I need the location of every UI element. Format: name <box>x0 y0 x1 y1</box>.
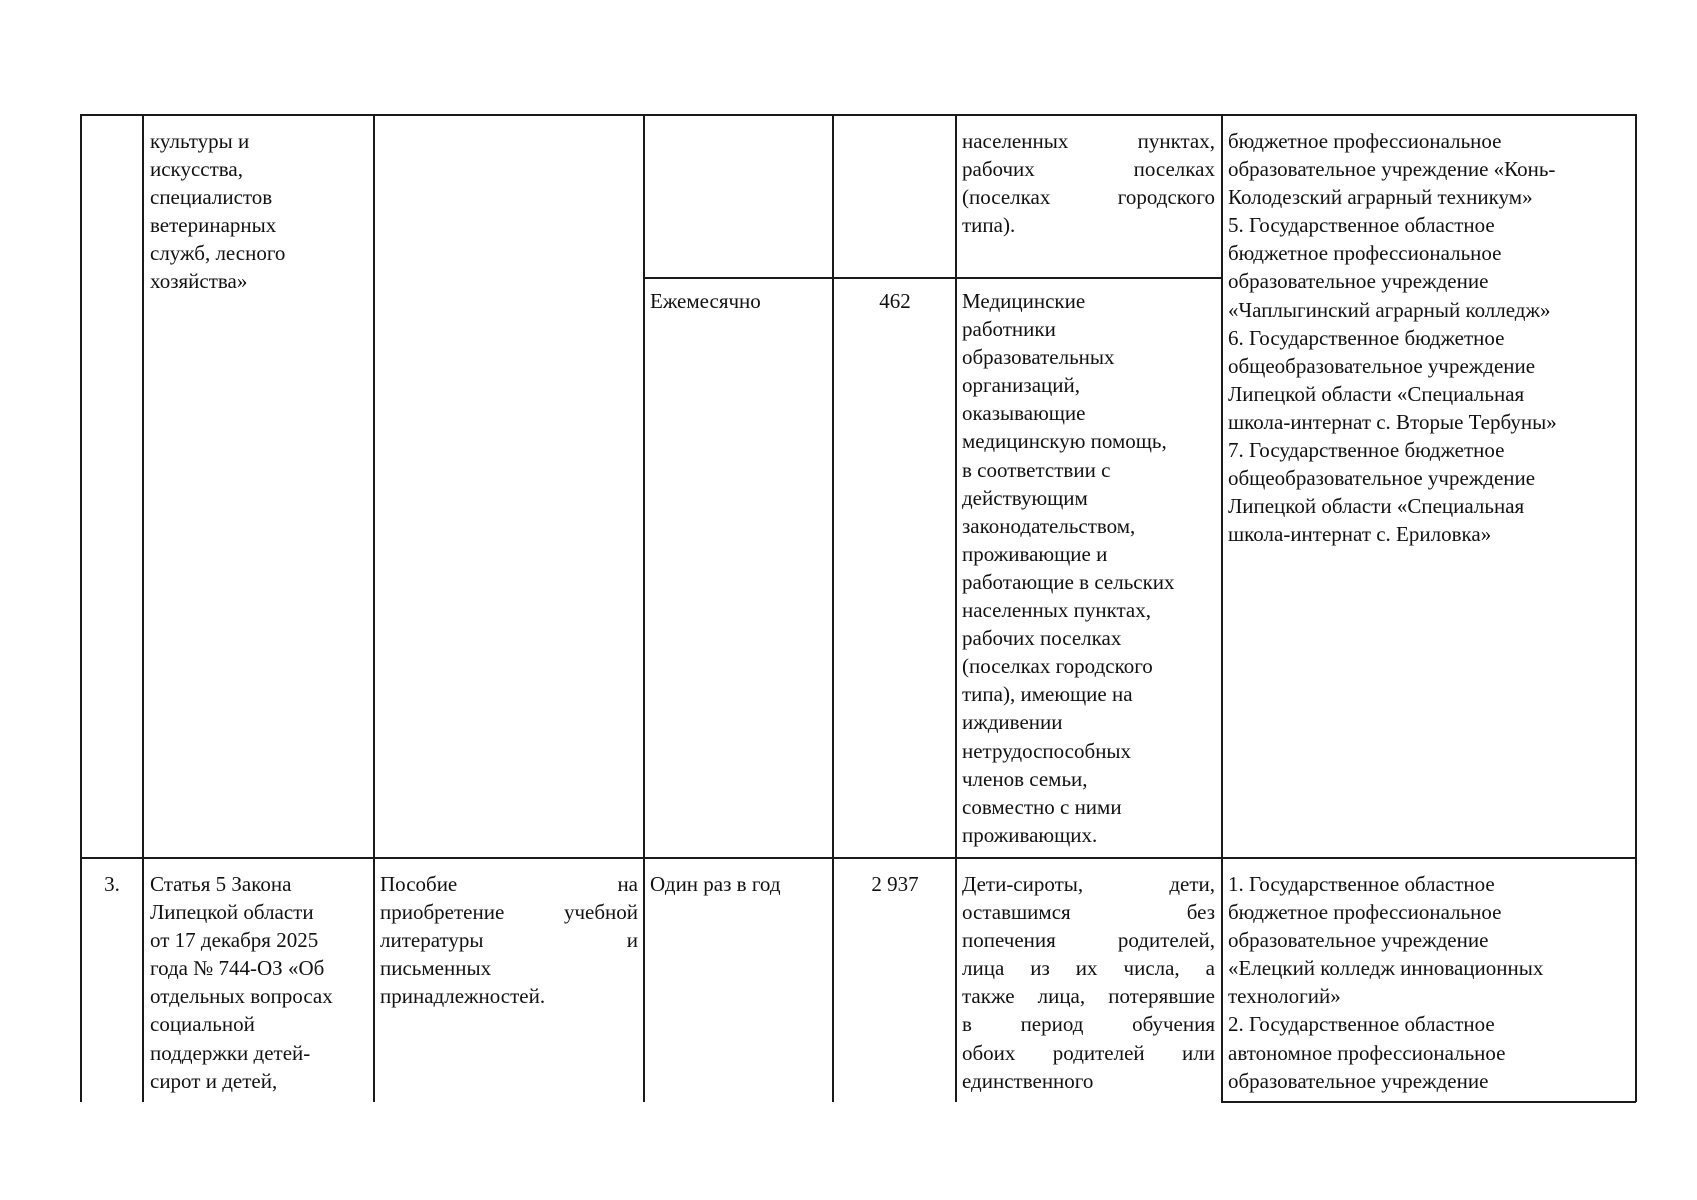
benefit-cell-row3 <box>380 870 638 1010</box>
population-top-line: (поселках городского <box>962 185 1215 210</box>
col-line-6 <box>955 114 957 1102</box>
population-top-line: типа). <box>962 213 1016 238</box>
population-cell-medical: Медицинские работники образовательных организаций, оказывающие медицинскую помощь, в соответствии с действующим законодательством, проживающие и работающие в сельских населенных пунктах, рабочих поселках (поселках городского типа), имеющие на иждивении нетрудоспособных членов семьи, совместно с ними проживающих. <box>962 289 1175 847</box>
subrow-divider <box>643 277 1221 279</box>
periodicity-cell-monthly: Ежемесячно <box>650 289 761 313</box>
basis-cell-row3: Статья 5 Закона Липецкой области от 17 декабря 2025 года № 744-ОЗ «Об отдельных вопросах социальной поддержки детей- сирот и детей, <box>150 872 333 1093</box>
institutions-bottom-border <box>1221 1101 1636 1103</box>
amount-cell-row3: 2 937 <box>871 872 919 896</box>
population-line: единственного <box>962 1068 1094 1093</box>
population-line: лица из их числа, а <box>962 956 1215 981</box>
population-line: Дети-сироты, дети, <box>962 872 1215 896</box>
benefit-line: Пособие на <box>380 872 638 896</box>
row-number-3: 3. <box>104 872 120 896</box>
population-line: попечения родителей, <box>962 928 1215 953</box>
population-cell-top <box>962 127 1215 239</box>
population-cell-row3 <box>962 870 1215 1095</box>
col-line-8 <box>1635 114 1637 1102</box>
institutions-cell-continued: бюджетное профессиональное образовательное учреждение «Конь- Колодезский аграрный техникум» 5. Государственное областное бюджетное профессиональное образовательное учреждение «Чаплыгинский аграрный колледж» 6. Государственное бюджетное общеобразовательное учреждение Липецкой области «Специальная школа-интернат с. Вторые Тербуны» 7. Государственное бюджетное общеобразовательное учреждение Липецкой области «Специальная школа-интернат с. Ериловка» <box>1228 129 1557 547</box>
amount-cell-monthly: 462 <box>879 289 911 313</box>
population-line: оставшимся без <box>962 900 1215 925</box>
col-line-3 <box>373 114 375 1102</box>
population-line: в период обучения <box>962 1012 1215 1037</box>
col-line-5 <box>832 114 834 1102</box>
population-line: обоих родителей или <box>962 1040 1215 1065</box>
population-top-line: населенных пунктах, <box>962 129 1215 153</box>
benefit-line: принадлежностей. <box>380 984 546 1009</box>
col-line-4 <box>643 114 645 1102</box>
benefit-line: письменных <box>380 956 492 981</box>
benefit-line: литературы и <box>380 928 638 953</box>
col-line-2 <box>142 114 144 1102</box>
population-line: также лица, потерявшие <box>962 984 1215 1009</box>
periodicity-cell-row3: Один раз в год <box>650 872 781 896</box>
col-line-7 <box>1221 114 1223 1102</box>
institutions-cell-row3: 1. Государственное областное бюджетное профессиональное образовательное учреждение «Елецкий колледж инновационных технологий» 2. Государственное областное автономное профессиональное образовательное учреждение <box>1228 872 1544 1093</box>
population-top-line: рабочих поселках <box>962 157 1215 182</box>
benefit-line: приобретение учебной <box>380 900 638 925</box>
table-top-border <box>80 114 1636 116</box>
col-line-1 <box>80 114 82 1102</box>
row-divider <box>80 857 1636 859</box>
basis-cell-continued: культуры и искусства, специалистов ветеринарных служб, лесного хозяйства» <box>150 129 286 294</box>
